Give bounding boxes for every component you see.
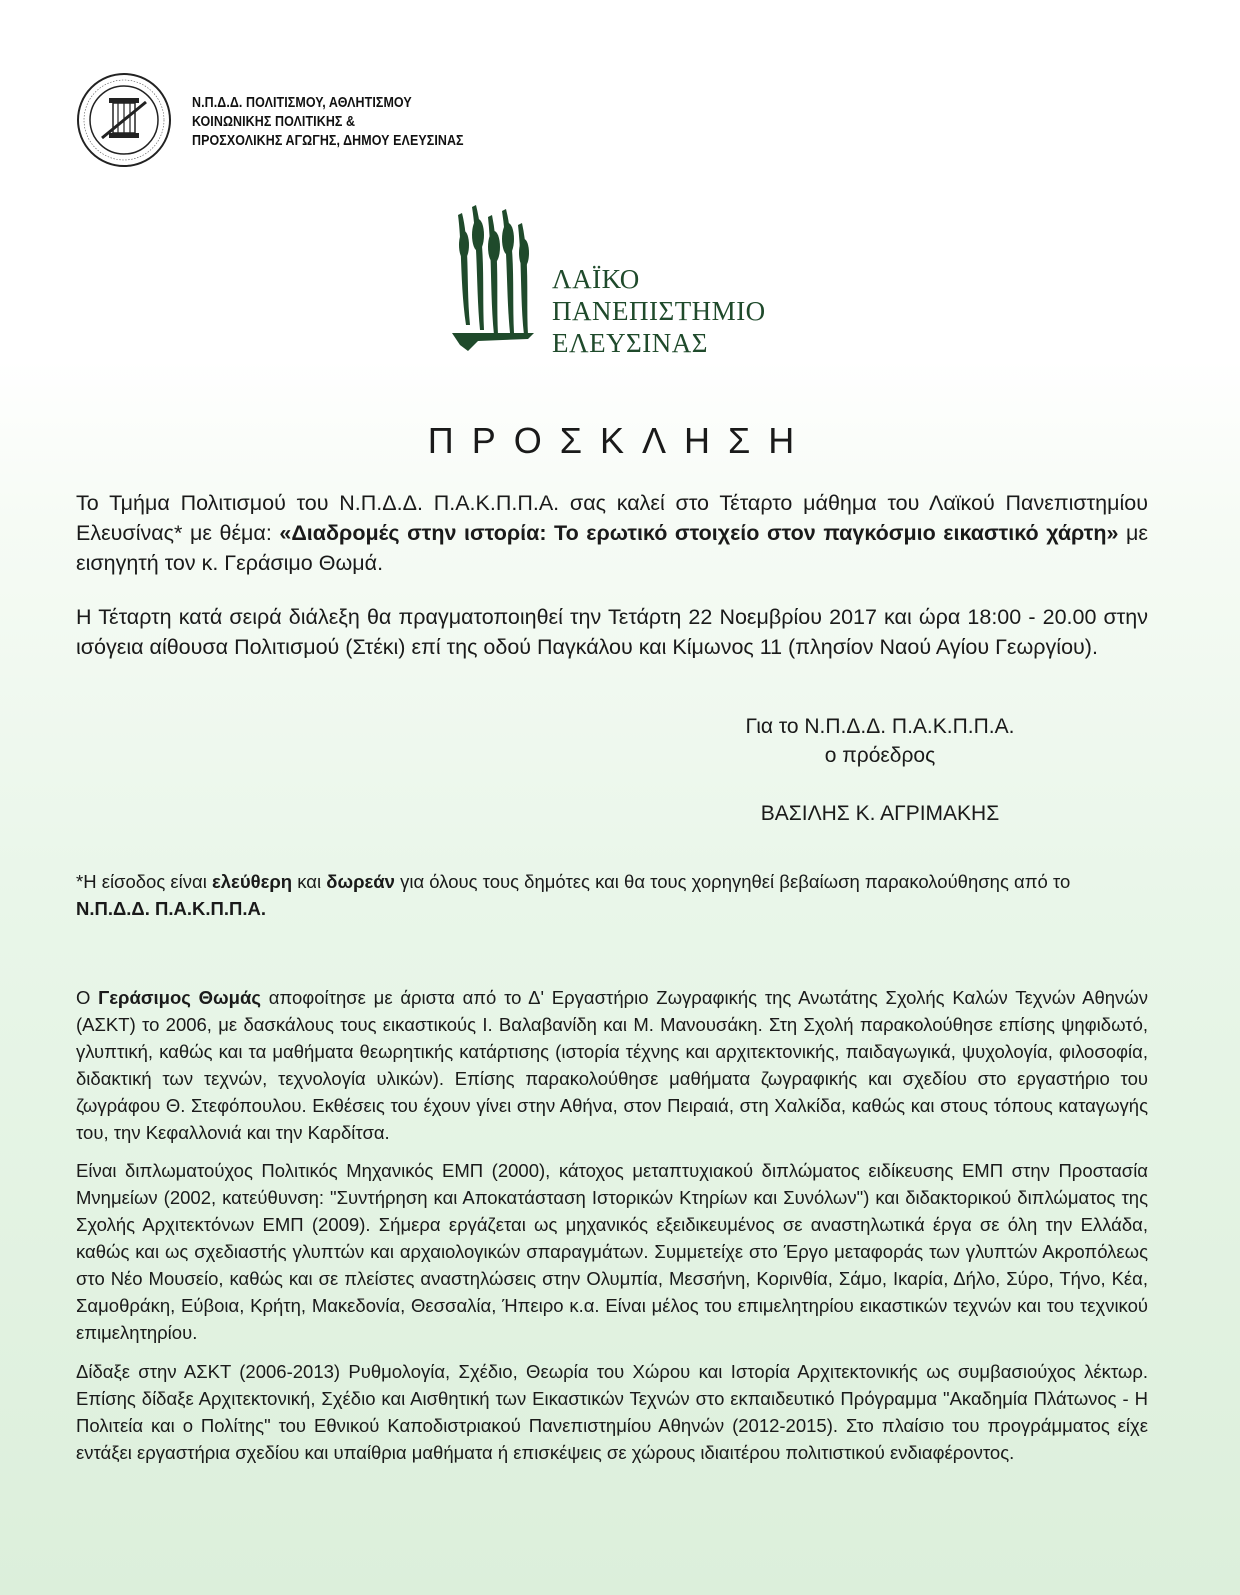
logo-line-2: ΠΑΝΕΠΙΣΤΗΜΙΟ: [552, 296, 766, 326]
logo-line-3: ΕΛΕΥΣΙΝΑΣ: [552, 328, 708, 358]
bio-paragraph-2: Είναι διπλωματούχος Πολιτικός Μηχανικός ΕΜΠ (2000), κάτοχος μεταπτυχιακού διπλώματος ειδίκευσης ΕΜΠ στην Προστασία Μνημείων (2002, κατεύθυνση: "Συντήρηση και Αποκατάσταση Ιστορικών Κτηρίων και Συνόλων") και διδακτορικού διπλώματος της Σχολής Αρχιτεκτόνων ΕΜΠ (2009). Σήμερα εργάζεται ως μηχανικός εξειδικευμένος σε αναστηλωτικά έργα σε όλη την Ελλάδα, καθώς και ως σχεδιαστής γλυπτών και αρχαιολογικών σπαραγμάτων. Συμμετείχε στο Έργο μεταφοράς των γλυπτών Ακροπόλεως στο Νέο Μουσείο, καθώς και σε πλείστες αναστηλώσεις στην Ολυμπία, Μεσσήνη, Κορινθία, Σάμο, Ικαρία, Δήλο, Σύρο, Τήνο, Κέα, Σαμοθράκη, Εύβοια, Κρήτη, Μακεδονία, Θεσσαλία, Ήπειρο κ.α. Είναι μέλος του επιμελητηρίου εικαστικών τεχνών και του τεχνικού επιμελητηρίου.: [76, 1160, 1148, 1343]
signature-org: Για το Ν.Π.Δ.Δ. Π.Α.Κ.Π.Π.Α.: [745, 715, 1015, 738]
wheat-sheaf-icon: [448, 205, 538, 355]
logo-line-1: ΛΑΪΚΟ: [552, 264, 640, 294]
invitation-intro: Το Τμήμα Πολιτισμού του Ν.Π.Δ.Δ. Π.Α.Κ.Π.Π.Α. σας καλεί στο Τέταρτο μάθημα του Λαϊκού Πανεπιστημίου Ελευσίνας* με θέμα:: [76, 491, 1148, 545]
invitation-paragraph-1: [76, 488, 1148, 578]
note-free: ελεύθερη: [211, 871, 293, 892]
bio-text-1: αποφοίτησε με άριστα από το Δ' Εργαστήριο Ζωγραφικής της Ανωτάτης Σχολής Καλών Τεχνών Αθηνών (ΑΣΚΤ) το 2006, με δασκάλους τους εικαστικούς Ι. Βαλαβανίδη και Μ. Μανουσάκη. Στη Σχολή παρακολούθησε επίσης ψηφιδωτό, γλυπτική, καθώς και τα μαθήματα θεωρητικής κατάρτισης (ιστορία τέχνης και αρχιτεκτονικής, παιδαγωγικά, ψυχολογία, φιλοσοφία, διδακτική των τεχνών, τεχνολογία υλικών). Επίσης παρακολούθησε μαθήματα ζωγραφικής και σχεδίου στο εργαστήριο του ζωγράφου Θ. Στεφόπουλου. Εκθέσεις του έχουν γίνει στην Αθήνα, στον Πειραιά, στη Χαλκίδα, καθώς και στους τόπους καταγωγής του, την Κεφαλλονιά και την Καρδίτσα.: [76, 987, 1148, 1143]
note-organization: Ν.Π.Δ.Δ. Π.Α.Κ.Π.Π.Α.: [76, 898, 267, 919]
org-name-line-1: Ν.Π.Δ.Δ. ΠΟΛΙΤΙΣΜΟΥ, ΑΘΛΗΤΙΣΜΟΥ: [192, 95, 412, 111]
invitation-speaker: με εισηγητή τον κ. Γεράσιμο Θωμά.: [76, 521, 1148, 575]
popular-university-logo: [440, 205, 800, 365]
bio-pre: Ο: [76, 987, 99, 1008]
signature-name: ΒΑΣΙΛΗΣ Κ. ΑΓΡΙΜΑΚΗΣ: [760, 802, 1000, 825]
note-no-charge: δωρεάν: [326, 871, 395, 892]
note-text-2: και: [292, 871, 327, 892]
signature-role: ο πρόεδρος: [824, 744, 936, 767]
admission-note: [76, 868, 1148, 922]
signature-block: [700, 712, 1060, 828]
invitation-paragraph-2: Η Τέταρτη κατά σειρά διάλεξη θα πραγματοποιηθεί την Τετάρτη 22 Νοεμβρίου 2017 και ώρα 18:00 - 20.00 στην ισόγεια αίθουσα Πολιτισμού (Στέκι) επί της οδού Παγκάλου και Κίμωνος 11 (πλησίον Ναού Αγίου Γεωργίου).: [76, 605, 1148, 659]
note-text-3: για όλους τους δημότες και θα τους χορηγηθεί βεβαίωση παρακολούθησης από το: [394, 871, 1071, 892]
organization-header: [76, 72, 596, 162]
org-name-line-3: ΠΡΟΣΧΟΛΙΚΗΣ ΑΓΩΓΗΣ, ΔΗΜΟΥ ΕΛΕΥΣΙΝΑΣ: [192, 133, 464, 149]
lecture-topic: «Διαδρομές στην ιστορία: Το ερωτικό στοιχείο στον παγκόσμιο εικαστικό χάρτη»: [279, 521, 1119, 545]
org-name-line-2: ΚΟΙΝΩΝΙΚΗΣ ΠΟΛΙΤΙΚΗΣ &: [192, 114, 356, 130]
bio-paragraph-1: [76, 984, 1148, 1146]
column-seal-icon: [76, 72, 172, 168]
note-text-1: *Η είσοδος είναι: [76, 871, 212, 892]
speaker-name: Γεράσιμος Θωμάς: [98, 987, 261, 1008]
bio-paragraph-3: Δίδαξε στην ΑΣΚΤ (2006-2013) Ρυθμολογία, Σχέδιο, Θεωρία του Χώρου και Ιστορία Αρχιτεκτονικής ως συμβασιούχος λέκτωρ. Επίσης δίδαξε Αρχιτεκτονική, Σχέδιο και Αισθητική των Εικαστικών Τεχνών στο εκπαιδευτικό Πρόγραμμα "Ακαδημία Πλάτωνος - Η Πολιτεία και ο Πολίτης" του Εθνικού Καποδιστριακού Πανεπιστημίου Αθηνών (2012-2015). Στο πλαίσιο του προγράμματος είχε εντάξει εργαστήρια σχεδίου και υπαίθρια μαθήματα ή επισκέψεις σε χώρους ιδιαιτέρου πολιτιστικού ενδιαφέροντος.: [76, 1361, 1148, 1463]
document-title: ΠΡΟΣΚΛΗΣΗ: [427, 420, 813, 461]
